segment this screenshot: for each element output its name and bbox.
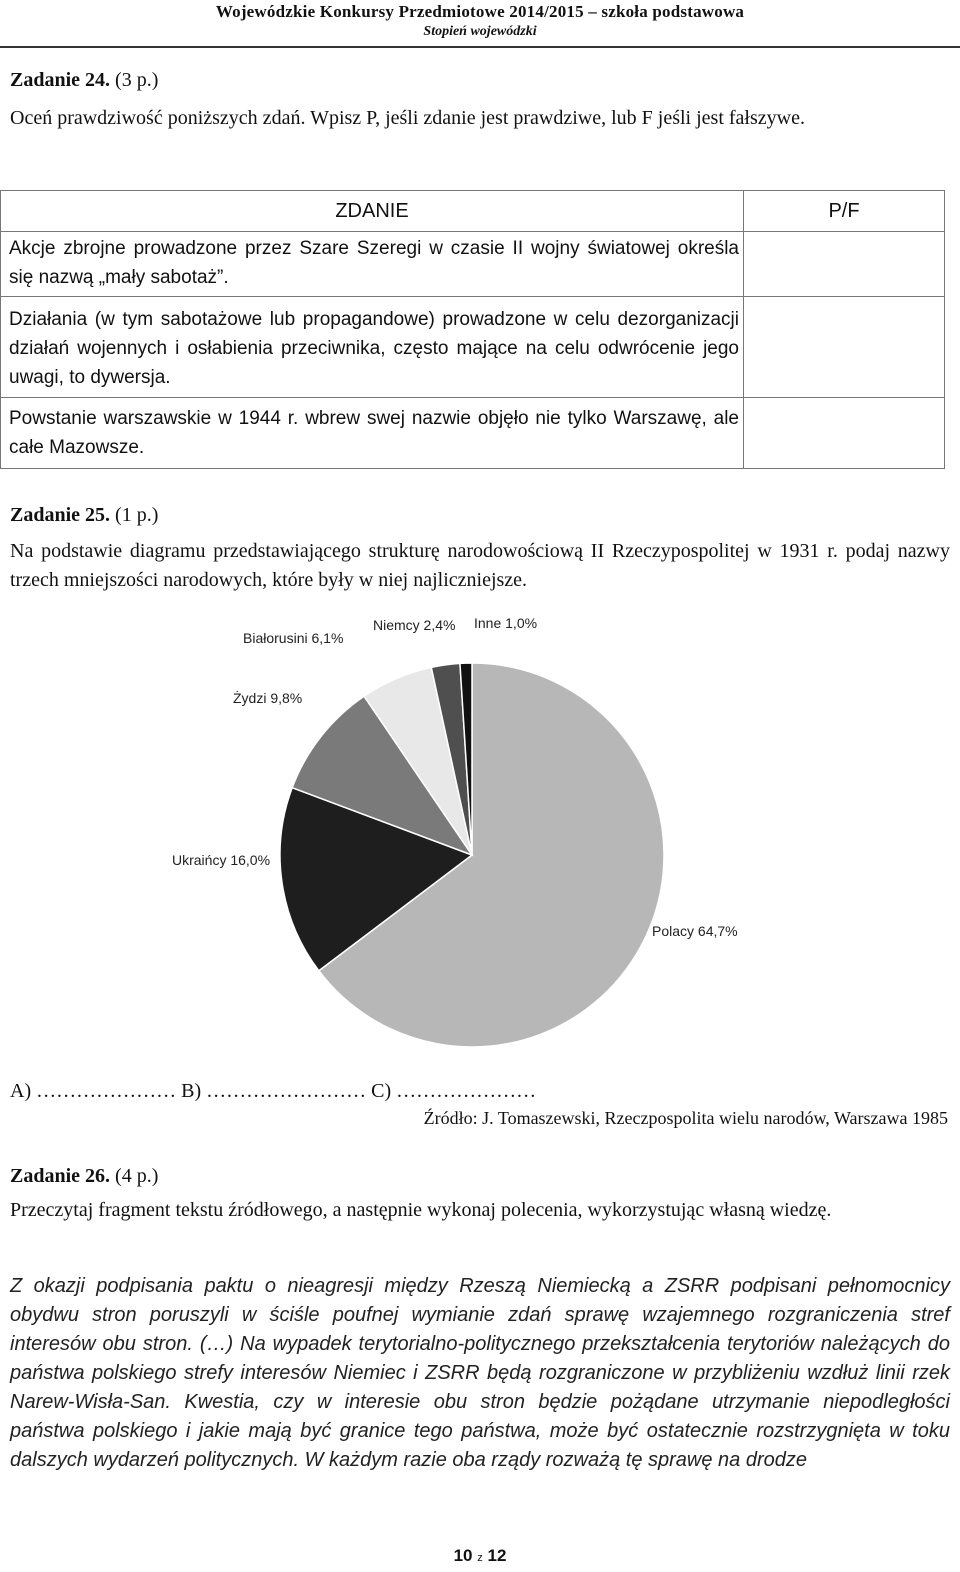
statement-3: Powstanie warszawskie w 1944 r. wbrew swej nazwie objęło nie tylko Warszawę, ale całe Mazowsze. [9,408,739,458]
task-25-points: (1 p.) [115,504,159,526]
source-text-block [10,1272,950,1475]
source-text: Z okazji podpisania paktu o nieagresji między Rzeszą Niemiecką a ZSRR podpisani pełnomocnicy obydwu stron poruszyli w ściśle poufnej wymianie zdań sprawę wzajemnego rozgraniczenia stref interesów obu stron. (…) Na wypadek terytorialno-politycznego przekształcenia terytoriów należących do państwa polskiego strefy interesów Niemiec i ZSRR będą rozgraniczone w przybliżeniu wzdłuż linii rzek Narew-Wisła-San. Kwestia, czy w interesie obu stron będzie pożądane utrzymanie niepodległości państwa polskiego i jakie mają być granice tego państwa, może być ostatecznie rozstrzygnięta w toku dalszych wydarzeń politycznych. W każdym razie oba rządy rozważą tę sprawę na drodze [10,1275,950,1471]
pie-label-polacy: Polacy 64,7% [652,923,738,939]
nationality-pie-chart [0,600,960,1070]
pie-label-żydzi: Żydzi 9,8% [233,690,303,706]
task-24-number: Zadanie 24. [10,69,111,91]
task-24-points: (3 p.) [115,69,159,91]
task-25-title [10,504,158,527]
pie-label-niemcy: Niemcy 2,4% [373,617,456,633]
pie-label-inne: Inne 1,0% [474,615,538,631]
page-current: 10 [453,1546,473,1565]
statement-column-header: ZDANIE [1,191,744,232]
answer-lines[interactable]: A) ………………… B) …………………… C) ………………… [10,1080,537,1102]
table-header-row [1,191,945,232]
statement-1: Akcje zbrojne prowadzone przez Szare Szeregi w czasie II wojny światowej określa się nazwą „mały sabotaż”. [9,238,739,288]
task-25-instruction: Na podstawie diagramu przedstawiającego strukturę narodowościową II Rzeczypospolitej w 1931 r. podaj nazwy trzech mniejszości narodowych, które były w niej najliczniejsze. [10,540,950,591]
table-row [1,297,945,398]
table-row [1,232,945,297]
chart-source: Źródło: J. Tomaszewski, Rzeczpospolita wielu narodów, Warszawa 1985 [423,1108,948,1128]
answer-cell-3[interactable] [744,398,945,469]
task-26-points: (4 p.) [115,1165,159,1187]
task-24-title [10,69,158,92]
pie-label-białorusini: Białorusini 6,1% [243,630,344,646]
header-divider [0,46,960,48]
answer-cell-2[interactable] [744,297,945,398]
task-26-title [10,1165,158,1188]
task-26-number: Zadanie 26. [10,1165,111,1187]
task-25-number: Zadanie 25. [10,504,111,526]
page-number [0,1546,960,1566]
page-total: 12 [487,1546,507,1565]
page-of: z [477,1552,483,1564]
task-24-instruction: Oceń prawdziwość poniższych zdań. Wpisz P, jeśli zdanie jest prawdziwe, lub F jeśli jest fałszywe. [10,107,805,129]
answer-column-header: P/F [744,191,945,232]
pie-label-ukraińcy: Ukraińcy 16,0% [172,852,271,868]
true-false-table [0,190,945,469]
header-title: Wojewódzkie Konkursy Przedmiotowe 2014/2015 – szkoła podstawowa [215,2,745,21]
task-26-instruction: Przeczytaj fragment tekstu źródłowego, a następnie wykonaj polecenia, wykorzystując własną wiedzę. [10,1199,832,1221]
header-subtitle: Stopień wojewódzki [423,24,537,39]
table-row [1,398,945,469]
statement-2: Działania (w tym sabotażowe lub propagandowe) prowadzone w celu dezorganizacji działań wojennych i osłabienia przeciwnika, często mające na celu odwrócenie jego uwagi, to dywersja. [9,309,739,388]
answer-cell-1[interactable] [744,232,945,297]
